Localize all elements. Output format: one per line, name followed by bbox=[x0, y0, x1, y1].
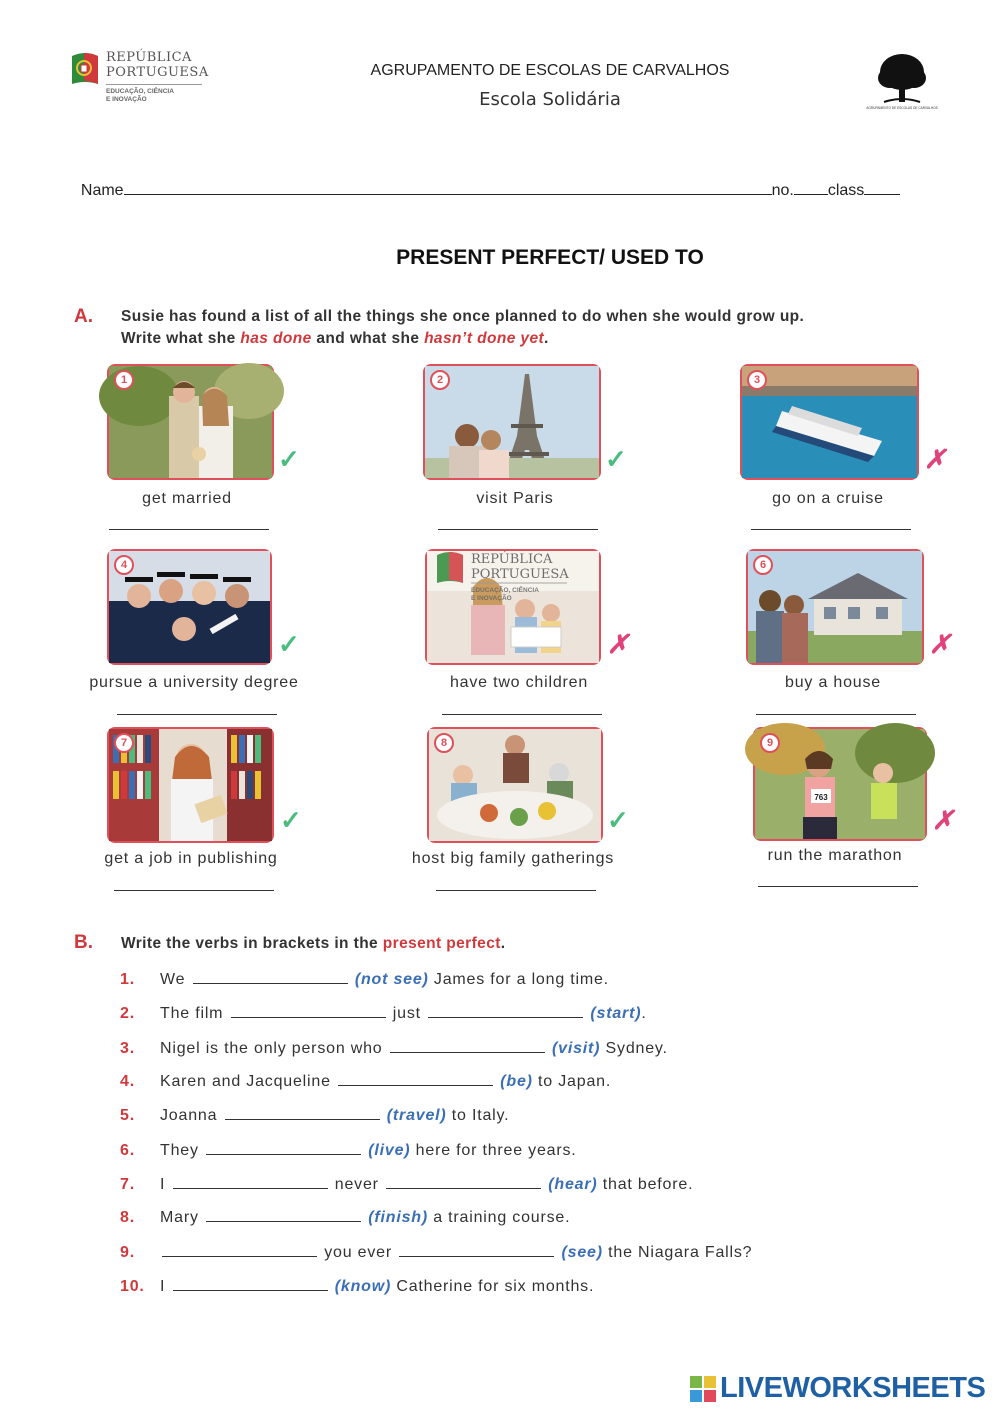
exercise-sentence bbox=[160, 1209, 570, 1227]
house-photo bbox=[748, 551, 922, 663]
not-done-cross-icon: ✗ bbox=[924, 444, 946, 474]
answer-blank[interactable] bbox=[193, 971, 348, 984]
verb-hint: (live) bbox=[368, 1142, 411, 1159]
class-field[interactable] bbox=[864, 180, 900, 195]
answer-blank[interactable] bbox=[225, 1107, 380, 1120]
exercise-number: 2. bbox=[120, 1005, 135, 1022]
sentence-text: We bbox=[160, 971, 191, 988]
liveworksheets-brand: LIVEWORKSHEETS bbox=[720, 1372, 986, 1404]
instruction-text: and what she bbox=[311, 330, 425, 347]
answer-blank[interactable] bbox=[173, 1176, 328, 1189]
not-done-cross-icon: ✗ bbox=[932, 805, 954, 835]
sentence-text: Sydney. bbox=[600, 1040, 668, 1057]
exercise-number: 3. bbox=[120, 1040, 135, 1057]
liveworksheets-logo bbox=[690, 1372, 990, 1406]
sentence-text: just bbox=[387, 1005, 427, 1022]
picture-number: 6 bbox=[753, 555, 773, 575]
answer-blank[interactable] bbox=[162, 1244, 317, 1257]
caption-family-gatherings: host big family gatherings bbox=[411, 850, 615, 867]
picture-number: 8 bbox=[434, 733, 454, 753]
gov-logo-line2: PORTUGUESA bbox=[106, 65, 209, 80]
class-label: class bbox=[827, 182, 865, 199]
answer-field-5[interactable] bbox=[442, 714, 602, 715]
picture-run-the-marathon bbox=[753, 727, 927, 841]
answer-blank[interactable] bbox=[428, 1005, 583, 1018]
sentence-text: I bbox=[160, 1278, 171, 1295]
sentence-text: Joanna bbox=[160, 1107, 223, 1124]
caption-university-degree: pursue a university degree bbox=[89, 674, 299, 691]
sentence-text: They bbox=[160, 1142, 205, 1159]
answer-blank[interactable] bbox=[390, 1040, 545, 1053]
sentence-text: to Italy. bbox=[446, 1107, 510, 1124]
exercise-sentence bbox=[160, 1073, 611, 1091]
marathon-photo bbox=[755, 729, 925, 839]
tree-logo-caption: AGRUPAMENTO DE ESCOLAS DE CARVALHOS bbox=[866, 106, 938, 110]
picture-get-married bbox=[107, 364, 274, 480]
liveworksheets-icon bbox=[690, 1376, 716, 1402]
picture-number: 7 bbox=[114, 733, 134, 753]
cruise-photo bbox=[742, 366, 917, 478]
instruction-hasnt-done-yet: hasn’t done yet bbox=[424, 330, 545, 347]
answer-blank[interactable] bbox=[173, 1278, 328, 1291]
caption-go-on-a-cruise: go on a cruise bbox=[772, 490, 884, 507]
picture-university-degree bbox=[107, 549, 272, 665]
exercise-sentence bbox=[160, 971, 609, 989]
sentence-text: the Niagara Falls? bbox=[602, 1244, 753, 1261]
exercise-number: 7. bbox=[120, 1176, 135, 1193]
name-label: Name bbox=[80, 182, 124, 199]
watermark-line1: REPÚBLICA bbox=[471, 552, 553, 567]
instruction-has-done: has done bbox=[240, 330, 312, 347]
watermark-sub1: EDUCAÇÃO, CIÊNCIA bbox=[471, 587, 539, 594]
family-dinner-photo bbox=[429, 729, 601, 841]
done-check-icon: ✓ bbox=[278, 629, 300, 659]
picture-number: 3 bbox=[747, 370, 767, 390]
caption-visit-paris: visit Paris bbox=[476, 490, 554, 507]
gov-logo-sub1: EDUCAÇÃO, CIÊNCIA bbox=[106, 88, 174, 95]
school-subtitle: Escola Solidária bbox=[479, 89, 621, 110]
picture-buy-a-house bbox=[746, 549, 924, 665]
instruction-text: Write what she bbox=[121, 330, 241, 347]
answer-field-4[interactable] bbox=[117, 714, 277, 715]
caption-run-the-marathon: run the marathon bbox=[767, 847, 903, 864]
exercise-sentence bbox=[160, 1278, 594, 1296]
sentence-text: I bbox=[160, 1176, 171, 1193]
gov-logo-divider bbox=[106, 84, 202, 85]
tree-logo-icon bbox=[866, 50, 938, 112]
picture-number: 2 bbox=[430, 370, 450, 390]
sentence-text: here for three years. bbox=[410, 1142, 577, 1159]
portugal-flag-icon bbox=[70, 50, 100, 86]
sentence-text: you ever bbox=[319, 1244, 398, 1261]
exercise-number: 5. bbox=[120, 1107, 135, 1124]
government-logo bbox=[70, 48, 220, 118]
picture-visit-paris bbox=[423, 364, 601, 480]
instruction-text: . bbox=[544, 330, 549, 347]
gov-logo-sub2: E INOVAÇÃO bbox=[106, 96, 147, 103]
answer-blank[interactable] bbox=[386, 1176, 541, 1189]
caption-two-children: have two children bbox=[449, 674, 589, 691]
not-done-cross-icon: ✗ bbox=[607, 629, 629, 659]
caption-buy-a-house: buy a house bbox=[785, 674, 881, 691]
page-title: PRESENT PERFECT/ USED TO bbox=[396, 246, 704, 269]
sentence-text: Karen and Jacqueline bbox=[160, 1073, 337, 1090]
exercise-number: 1. bbox=[120, 971, 135, 988]
sentence-text: that before. bbox=[597, 1176, 694, 1193]
verb-hint: (be) bbox=[500, 1073, 533, 1090]
verb-hint: (travel) bbox=[386, 1107, 447, 1124]
done-check-icon: ✓ bbox=[278, 444, 300, 474]
runner-bib-number: 763 bbox=[814, 793, 828, 802]
number-field[interactable] bbox=[794, 180, 828, 195]
section-b-instructions bbox=[121, 933, 506, 955]
watermark-logo bbox=[435, 545, 585, 615]
not-done-cross-icon: ✗ bbox=[929, 629, 951, 659]
exercise-sentence bbox=[160, 1005, 647, 1023]
instruction-text: . bbox=[500, 935, 506, 952]
exercise-sentence bbox=[160, 1107, 509, 1125]
verb-hint: (finish) bbox=[368, 1209, 428, 1226]
verb-hint: (start) bbox=[590, 1005, 642, 1022]
answer-field-6[interactable] bbox=[756, 714, 916, 715]
answer-blank[interactable] bbox=[206, 1142, 361, 1155]
sentence-text: . bbox=[641, 1005, 647, 1022]
instruction-present-perfect: present perfect bbox=[382, 935, 501, 952]
exercise-sentence bbox=[160, 1176, 693, 1194]
sentence-text: a training course. bbox=[427, 1209, 571, 1226]
instruction-text: Write the verbs in brackets in the bbox=[121, 935, 383, 952]
exercise-sentence bbox=[160, 1040, 668, 1058]
answer-field-3[interactable] bbox=[751, 529, 911, 530]
sentence-text: Nigel is the only person who bbox=[160, 1040, 388, 1057]
section-a-instructions bbox=[121, 306, 941, 350]
section-b-letter: B. bbox=[74, 932, 93, 953]
verb-hint: (visit) bbox=[552, 1040, 601, 1057]
name-field[interactable] bbox=[124, 180, 772, 195]
picture-number: 1 bbox=[114, 370, 134, 390]
name-line bbox=[72, 162, 900, 200]
picture-family-gatherings bbox=[427, 727, 603, 843]
answer-field-1[interactable] bbox=[109, 529, 269, 530]
exercise-number: 9. bbox=[120, 1244, 135, 1261]
verb-hint: (hear) bbox=[548, 1176, 598, 1193]
picture-job-in-publishing bbox=[107, 727, 274, 843]
exercise-sentence bbox=[160, 1142, 577, 1160]
verb-hint: (not see) bbox=[354, 971, 429, 988]
answer-field-9[interactable] bbox=[758, 886, 918, 887]
exercise-number: 8. bbox=[120, 1209, 135, 1226]
answer-field-2[interactable] bbox=[438, 529, 598, 530]
done-check-icon: ✓ bbox=[605, 444, 627, 474]
verb-hint: (see) bbox=[561, 1244, 603, 1261]
exercise-sentence bbox=[160, 1244, 752, 1262]
school-name: AGRUPAMENTO DE ESCOLAS DE CARVALHOS bbox=[370, 62, 730, 79]
done-check-icon: ✓ bbox=[607, 805, 629, 835]
exercise-number: 4. bbox=[120, 1073, 135, 1090]
answer-blank[interactable] bbox=[338, 1073, 493, 1086]
caption-get-married: get married bbox=[142, 490, 232, 507]
answer-field-7[interactable] bbox=[114, 890, 274, 891]
section-a-instruction-1: Susie has found a list of all the things she once planned to do when she would grow up. bbox=[121, 308, 805, 325]
done-check-icon: ✓ bbox=[280, 805, 302, 835]
verb-hint: (know) bbox=[334, 1278, 392, 1295]
answer-field-8[interactable] bbox=[436, 890, 596, 891]
caption-job-in-publishing: get a job in publishing bbox=[104, 850, 278, 867]
exercise-number: 6. bbox=[120, 1142, 135, 1159]
picture-two-children bbox=[425, 549, 601, 665]
section-a-letter: A. bbox=[74, 306, 93, 327]
answer-blank[interactable] bbox=[231, 1005, 386, 1018]
answer-blank[interactable] bbox=[399, 1244, 554, 1257]
sentence-text: never bbox=[329, 1176, 385, 1193]
no-label: no. bbox=[771, 182, 794, 199]
picture-number: 9 bbox=[760, 733, 780, 753]
sentence-text: Mary bbox=[160, 1209, 204, 1226]
sentence-text: Catherine for six months. bbox=[391, 1278, 595, 1295]
paris-photo bbox=[425, 366, 599, 478]
sentence-text: The film bbox=[160, 1005, 229, 1022]
watermark-line2: PORTUGUESA bbox=[471, 567, 569, 582]
sentence-text: James for a long time. bbox=[428, 971, 609, 988]
exercise-number: 10. bbox=[120, 1278, 145, 1295]
picture-go-on-a-cruise bbox=[740, 364, 919, 480]
gov-logo-line1: REPÚBLICA bbox=[106, 50, 192, 65]
answer-blank[interactable] bbox=[206, 1209, 361, 1222]
picture-number: 4 bbox=[114, 555, 134, 575]
sentence-text: to Japan. bbox=[532, 1073, 612, 1090]
watermark-sub2: E INOVAÇÃO bbox=[471, 595, 512, 602]
